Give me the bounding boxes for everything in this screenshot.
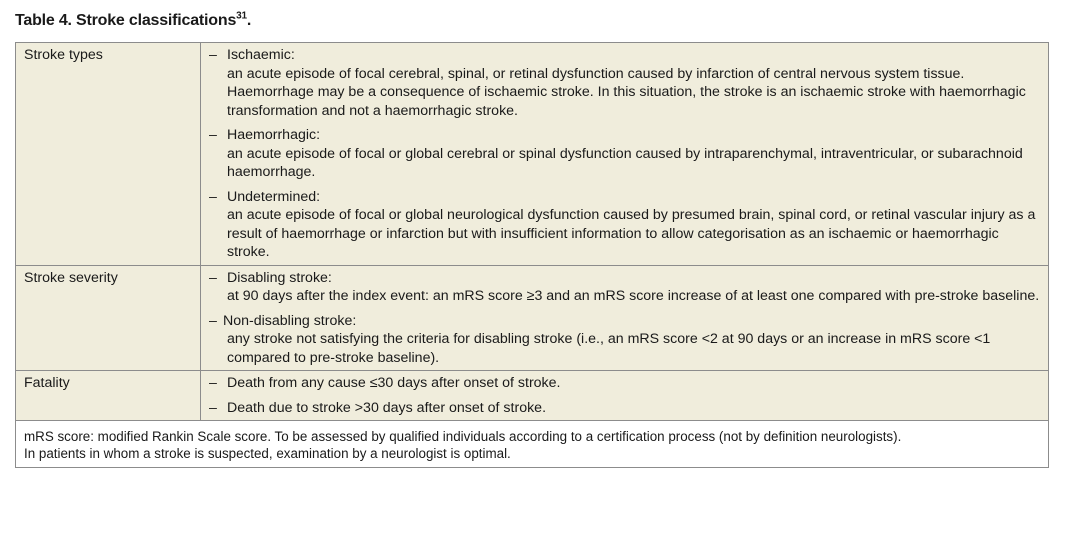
caption-text: Table 4. Stroke classifications xyxy=(15,12,237,29)
table-row-stroke-types xyxy=(16,43,1049,266)
row-content-stroke-severity xyxy=(201,265,1049,371)
entry-text-haemorrhagic: an acute episode of focal or global cerebral or spinal dysfunction caused by intraparenchymal, intraventricular, or subarachnoid haemorrhage. xyxy=(227,145,1023,180)
row-label-fatality: Fatality xyxy=(16,371,201,421)
fatality-text-1: Death from any cause ≤30 days after onset of stroke. xyxy=(227,375,561,391)
entry-text-disabling: at 90 days after the index event: an mRS score ≥3 and an mRS score increase of at least one compared with pre-stroke baseline. xyxy=(227,288,1040,304)
stroke-classification-table xyxy=(15,42,1049,468)
fatality-text-2: Death due to stroke >30 days after onset of stroke. xyxy=(227,399,547,416)
entry-ischaemic xyxy=(209,46,1040,120)
row-label-stroke-severity: Stroke severity xyxy=(16,265,201,371)
dash-bullet: – xyxy=(209,127,217,143)
entry-title-ischaemic: Ischaemic: xyxy=(227,47,295,63)
footnote-line-2: In patients in whom a stroke is suspected, examination by a neurologist is optimal. xyxy=(24,445,511,461)
dash-bullet: – xyxy=(209,188,217,205)
table-footnote xyxy=(16,421,1049,468)
entry-haemorrhagic xyxy=(209,126,1040,182)
entry-text-non-disabling: any stroke not satisfying the criteria for disabling stroke (i.e., an mRS score <2 at 90 days or an increase in mRS score <1 compared to pre-stroke baseline). xyxy=(227,331,991,366)
table-row-fatality xyxy=(16,371,1049,421)
entry-title-haemorrhagic: Haemorrhagic: xyxy=(227,127,321,143)
table-row-stroke-severity xyxy=(16,265,1049,371)
footnote-line-1: mRS score: modified Rankin Scale score. To be assessed by qualified individuals according to a certification process (not by definition neurologists). xyxy=(24,429,902,444)
dash-bullet: – xyxy=(209,399,217,416)
fatality-item-1 xyxy=(209,374,1040,393)
dash-bullet: – xyxy=(209,312,217,329)
entry-text-ischaemic-1: an acute episode of focal cerebral, spinal, or retinal dysfunction caused by infarction of central nervous system tissue. xyxy=(227,65,965,82)
entry-text-undetermined: an acute episode of focal or global neurological dysfunction caused by presumed brain, spinal cord, or retinal vascular injury as a result of haemorrhage or infarction but with insufficient information to allow categorisation as an ischaemic or haemorrhagic stroke. xyxy=(227,207,1036,260)
dash-bullet: – xyxy=(209,47,217,63)
row-label-stroke-types: Stroke types xyxy=(16,43,201,266)
entry-title-disabling: Disabling stroke: xyxy=(227,269,332,286)
fatality-item-2 xyxy=(209,399,1040,418)
row-content-fatality xyxy=(201,371,1049,421)
entry-text-ischaemic-2: Haemorrhage may be a consequence of ischaemic stroke. In this situation, the stroke is an ischaemic stroke with haemorrhagic transformation and not a haemorrhagic stroke. xyxy=(227,84,1026,119)
table-row-footnote xyxy=(16,421,1049,468)
entry-title-non-disabling: Non-disabling stroke: xyxy=(223,312,357,329)
entry-title-undetermined: Undetermined: xyxy=(227,188,321,205)
table-caption xyxy=(15,12,251,30)
entry-non-disabling xyxy=(209,312,1040,368)
caption-reference: 31 xyxy=(236,10,247,22)
dash-bullet: – xyxy=(209,375,217,391)
entry-disabling xyxy=(209,269,1040,306)
entry-undetermined xyxy=(209,188,1040,262)
row-content-stroke-types xyxy=(201,43,1049,266)
dash-bullet: – xyxy=(209,269,217,286)
caption-period: . xyxy=(246,12,252,29)
